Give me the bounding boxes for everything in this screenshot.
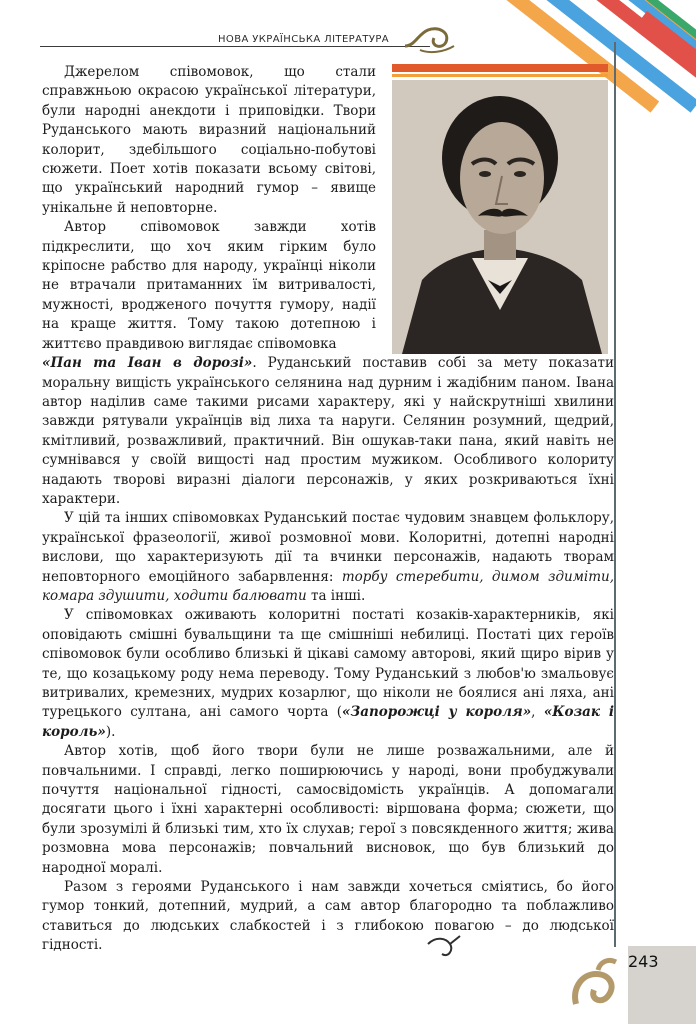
paragraph-2-continued — [42, 354, 614, 509]
corner-ornament-icon — [568, 952, 624, 1012]
work-title-kozak-i-korol: «Козак і король» — [42, 704, 614, 740]
page-header-title: НОВА УКРАЇНСЬКА ЛІТЕРАТУРА — [218, 34, 390, 45]
paragraph-2-text: Автор співомовок завжди хотів підкреслити, що хоч яким гірким було кріпосне рабство для народу, українці ніколи не втрачали притаманних їм витривалості, мужності, вродженого почуття гумору, надії на краще життя. Тому такою дотепною і життєво правдивою виглядає співомовка — [42, 219, 376, 352]
paragraph-2 — [42, 218, 376, 354]
paragraph-3-end: та інші. — [306, 587, 366, 604]
work-title-zaporozhtsi: «Запорожці у короля» — [342, 704, 532, 721]
phraseology-examples: торбу стеребити, димом здимiти, комара здушити, ходити балювати — [42, 568, 614, 604]
footer-flourish-icon — [424, 930, 464, 966]
paragraph-2-rest: . Руданський поставив собі за мету показати моральну вищість українського селянина над дурним і жадібним паном. Івана автор наділив саме такими рисами характеру, які у найскрутніші хвилини завжди рятували українців від лиха та наруги. Селянин розумний, щедрий, кмітливий, розважливий, практичний. Він ошукав-таки пана, який навіть не сумнівався у своїй вищості над простим мужиком. Особливого колориту надають творові виразні діалоги персонажів, у яких розкриваються їхні характери. — [42, 355, 615, 507]
header-flourish-icon — [400, 20, 460, 60]
page-number: 243 — [628, 952, 659, 971]
header-rule — [40, 46, 430, 47]
paragraph-4-text: У співомовках оживають колоритні постаті козаків-характерників, які оповідають смішні бувальщини та ще смішніші небилиці. Постаті цих героїв співомовок були особливо близькі й цікаві самому авторові, який щиро вірив у те, що козацькому роду нема переводу. Тому Руданський з любов'ю змальовує витривалих, кремезних, мудрих козарлюг, що ніколи не боялися ані ляха, ані турецького султана, ані самого чорта ( — [42, 607, 614, 721]
page-frame-line — [614, 42, 616, 947]
paragraph-3-text: У цій та інших співомовках Руданський постає чудовим знавцем фольклору, української фразеології, живої розмовної мови. Колоритні, дотепні народні вислови, що характеризують дії та вчинки персонажів, надають творам неповторного емоційного забарвлення: — [42, 510, 614, 585]
paragraph-4 — [42, 606, 614, 742]
paragraph-4-comma: , — [531, 704, 544, 721]
paragraph-1: Джерелом співомовок, що стали справжньою окрасою української літератури, були народні анекдоти і приповідки. Твори Руданського мають виразний національний колорит, здебільшого соціально-побутові сюжети. Поет хотів показати всьому світові, що український народний гумор – явище унікальне й неповторне. — [42, 64, 376, 216]
paragraph-6: Разом з героями Руданського і нам завжди хочеться сміятись, бо його гумор тонкий, дотепний, мудрий, а сам автор благородно та поблажливо ставиться до людських слабкостей і з глибокою повагою – до людської гідності. — [42, 879, 614, 954]
work-title-pan-ta-ivan: «Пан та Іван в дорозі» — [42, 355, 253, 372]
paragraph-3 — [42, 509, 614, 606]
paragraph-5: Автор хотів, щоб його твори були не лише розважальними, але й повчальними. І справді, легко поширюючись у народі, вони пробуджували почуття національної гідності, самосвідомість українців. А допомагали досягати цього і їхні характерні особливості: віршована форма; сюжети, що були зрозумілі й близькі тим, хто їх слухав; герої з повсякденного життя; жива розмовна мова персонажів; повчальний висновок, що був близький до народної моралі. — [42, 743, 614, 876]
paragraph-4-end: ). — [105, 723, 116, 740]
body-text — [42, 63, 614, 956]
